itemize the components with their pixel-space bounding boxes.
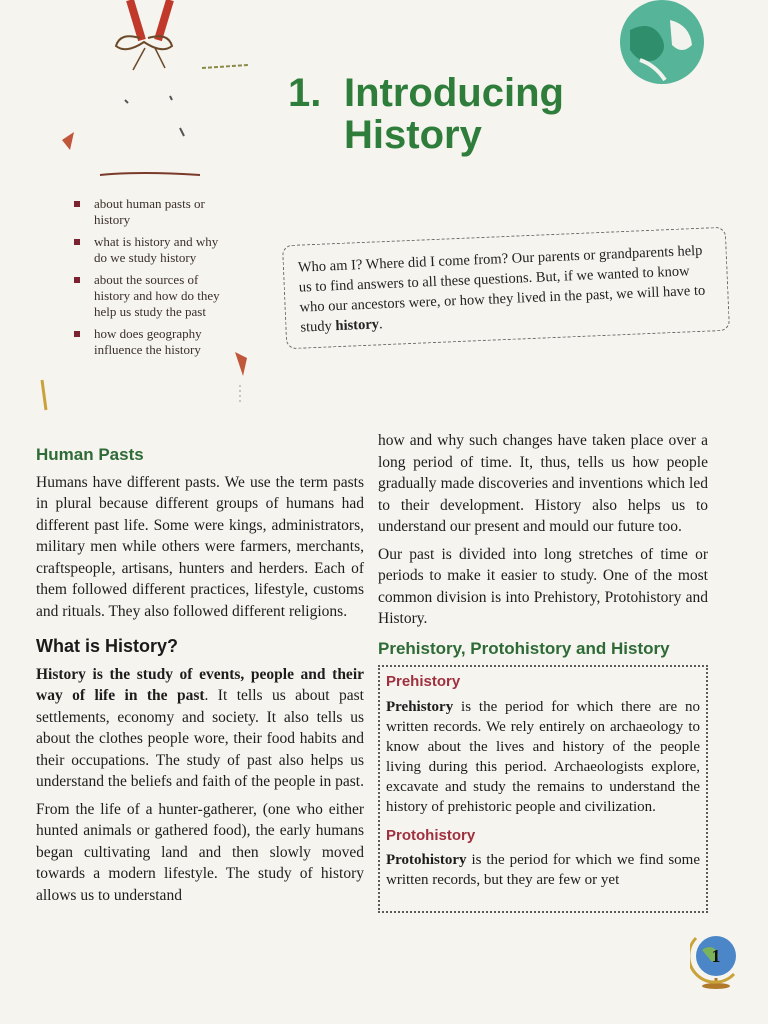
- intro-end: .: [378, 316, 383, 333]
- periods-paragraph: Our past is divided into long stretches of time or periods to make it easier to study. One of the most common division is into Prehistory, Protohistory and History.: [378, 545, 708, 627]
- objective-item: what is history and why do we study history: [72, 234, 232, 266]
- human-pasts-heading: Human Pasts: [36, 445, 144, 464]
- globe-icon: [600, 0, 710, 95]
- protohistory-definition: is the period for which we find some written records, but they are few or yet: [386, 852, 700, 888]
- objective-item: about the sources of history and how do they help us study the past: [72, 272, 232, 320]
- objectives-list: [72, 196, 232, 364]
- periods-box: [378, 665, 708, 913]
- objective-item: how does geography influence the history: [72, 326, 232, 358]
- intro-box: [282, 227, 730, 350]
- periods-heading: Prehistory, Protohistory and History: [378, 638, 670, 658]
- prehistory-subheading: Prehistory: [386, 673, 461, 690]
- intro-emphasis: history: [335, 316, 380, 335]
- chapter-title-line2: History: [344, 113, 482, 157]
- protohistory-paragraph: [386, 850, 700, 890]
- chapter-number: 1.: [288, 71, 322, 115]
- prehistory-term: Prehistory: [386, 698, 454, 715]
- history-paragraph-rest: . It tells us about past settlements, economy and society. It also tells us about the clothes people wore, their food habits and their occupations. The study of past also helps us understand the beliefs and faith of the people in past.: [36, 687, 364, 790]
- hunter-gatherer-paragraph: From the life of a hunter-gatherer, (one who either hunted animals or gathered food), the early humans began cultivating land and then slowly moved towards a modern lifestyle. The study of history allows us to understand: [36, 800, 364, 904]
- what-is-history-heading: What is History?: [36, 636, 179, 656]
- chapter-title-line1: Introducing: [344, 71, 564, 115]
- human-pasts-paragraph: Humans have different pasts. We use the term pasts in plural because different groups of humans had different past life. Some were kings, administrators, military men while others were farmers, merchants, craftspeople, artisans, hunters and herders. Each of them followed different practices, lifestyle, customs and rituals. They also followed different religions.: [36, 473, 364, 620]
- intro-text: Who am I? Where did I come from? Our parents or grandparents help us to find answers to all these questions. But, if we wanted to know who our ancestors were, or how they lived in the past, we will have to study: [297, 242, 706, 336]
- objective-item: about human pasts or history: [72, 196, 232, 228]
- history-definition: History is the study of events, people and their way of life in the past: [36, 665, 364, 704]
- left-column: [36, 444, 364, 912]
- changes-paragraph: how and why such changes have taken place over a long period of time. It, thus, tells us how people gradually made discoveries and inventions which led to their development. History also helps us to understand our present and mould our future too.: [378, 432, 708, 535]
- chapter-title: [288, 72, 608, 156]
- page-globe-icon: [690, 928, 742, 990]
- prehistory-paragraph: [386, 697, 700, 817]
- protohistory-term: Protohistory: [386, 852, 467, 868]
- protohistory-subheading: Protohistory: [386, 826, 476, 844]
- prehistory-definition: is the period for which there are no written records. We rely entirely on archaeology to know about the lives and history of the people living during this period. Archaeologists explore, excavate and study the remains to understand the history of prehistoric people and civilization.: [386, 698, 700, 815]
- what-is-history-paragraph: [36, 664, 364, 793]
- right-column: [378, 430, 708, 913]
- page-number: 1: [711, 946, 721, 966]
- page-number-badge: [690, 928, 742, 990]
